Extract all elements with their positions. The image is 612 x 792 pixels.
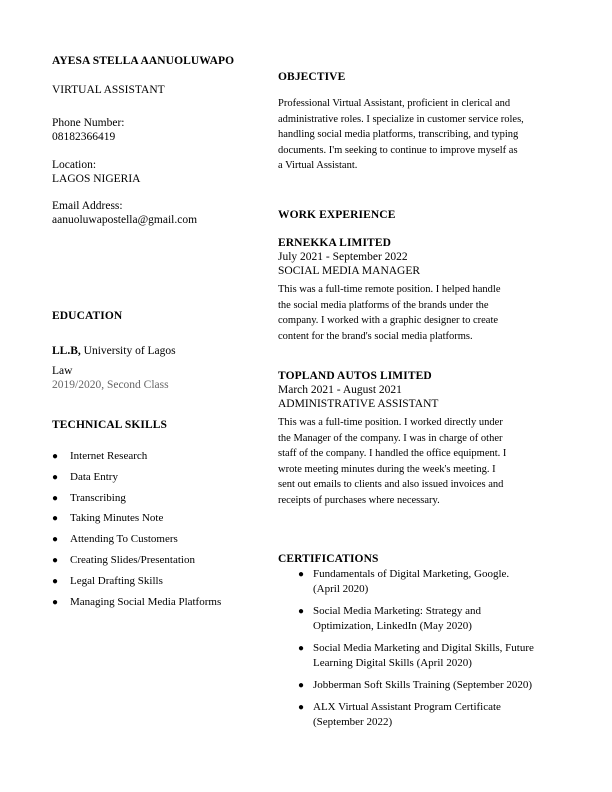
certification-line: Fundamentals of Digital Marketing, Google. <box>313 568 510 580</box>
education-degree-line <box>52 344 176 358</box>
job-description-line: the Manager of the company. I was in charge of other <box>278 432 503 444</box>
certifications-list <box>278 567 578 737</box>
job-role: SOCIAL MEDIA MANAGER <box>278 265 421 277</box>
certification-line: Optimization, LinkedIn (May 2020) <box>313 620 472 632</box>
education-details: 2019/2020, Second Class <box>52 379 169 391</box>
bullet-icon: ● <box>52 534 59 546</box>
bullet-icon: ● <box>298 702 305 713</box>
location-label: Location: <box>52 159 97 171</box>
job-description-line: sent out emails to clients and also issued invoices and <box>278 479 504 490</box>
objective-line: Professional Virtual Assistant, proficient in clerical and <box>278 98 511 109</box>
skill-label: Managing Social Media Platforms <box>70 595 222 608</box>
bullet-icon: ● <box>298 606 305 617</box>
bullet-icon: ● <box>52 451 59 462</box>
bullet-icon: ● <box>298 569 305 580</box>
objective-line: documents. I'm seeking to continue to improve myself as <box>278 144 518 156</box>
certification-item <box>278 567 578 597</box>
job-role: ADMINISTRATIVE ASSISTANT <box>278 398 439 410</box>
bullet-icon: ● <box>298 643 305 654</box>
email-value: aanuoluwapostella@gmail.com <box>52 214 198 226</box>
skill-label: Internet Research <box>70 450 148 462</box>
bullet-icon: ● <box>52 471 59 483</box>
skill-item <box>52 533 272 546</box>
job-description-line: wrote meeting minutes during the week's meeting. I <box>278 463 496 475</box>
skill-item <box>52 492 272 505</box>
objective-heading: OBJECTIVE <box>278 71 346 83</box>
job-entry <box>278 369 578 508</box>
candidate-name: AYESA STELLA AANUOLUWAPO <box>52 55 235 67</box>
phone-value: 08182366419 <box>52 131 116 143</box>
certification-item <box>278 678 578 693</box>
email-label: Email Address: <box>52 200 123 212</box>
job-description-line: content for the brand's social media platforms. <box>278 330 473 342</box>
job-description-line: This was a full-time position. I worked directly under <box>278 417 503 428</box>
job-description-line: the social media platforms of the brands under the <box>278 299 489 311</box>
job-entry <box>278 236 578 344</box>
job-description-line: staff of the company. I handled the office equipment. I <box>278 448 507 459</box>
skill-item <box>52 450 272 463</box>
job-title: VIRTUAL ASSISTANT <box>52 84 165 96</box>
certification-line: Social Media Marketing: Strategy and <box>313 605 482 617</box>
skill-item <box>52 471 272 484</box>
certification-line: ALX Virtual Assistant Program Certificate <box>313 701 501 713</box>
certifications-heading: CERTIFICATIONS <box>278 553 379 565</box>
skill-label: Attending To Customers <box>70 533 178 546</box>
objective-text <box>278 96 578 174</box>
skill-label: Legal Drafting Skills <box>70 574 163 587</box>
job-dates: July 2021 - September 2022 <box>278 251 408 263</box>
education-school: University of Lagos <box>80 345 176 357</box>
skill-item <box>52 554 272 567</box>
job-dates: March 2021 - August 2021 <box>278 384 402 396</box>
job-company: ERNEKKA LIMITED <box>278 237 392 249</box>
skill-item <box>52 596 272 609</box>
technical-skills-list <box>52 450 272 616</box>
bullet-icon: ● <box>52 554 59 566</box>
work-experience-heading: WORK EXPERIENCE <box>278 209 396 221</box>
job-company: TOPLAND AUTOS LIMITED <box>278 370 432 382</box>
education-degree: LL.B, <box>52 345 81 357</box>
job-description <box>278 282 578 344</box>
certification-line: (September 2022) <box>313 716 393 728</box>
location-value: LAGOS NIGERIA <box>52 173 141 185</box>
job-description-line: company. I worked with a graphic designer to create <box>278 315 499 326</box>
skill-label: Transcribing <box>70 491 126 504</box>
objective-line: handling social media platforms, transcribing, and typing <box>278 129 519 140</box>
certification-item <box>278 700 578 730</box>
bullet-icon: ● <box>52 492 59 504</box>
skill-item <box>52 512 272 525</box>
certification-item <box>278 641 578 671</box>
skill-label: Taking Minutes Note <box>70 512 164 525</box>
job-description-line: receipts of purchases where necessary. <box>278 494 440 506</box>
bullet-icon: ● <box>52 575 59 587</box>
job-description-line: This was a full-time remote position. I helped handle <box>278 284 501 295</box>
skill-label: Data Entry <box>70 470 118 483</box>
objective-line: administrative roles. I specialize in customer service roles, <box>278 113 524 125</box>
objective-line: a Virtual Assistant. <box>278 160 358 171</box>
certification-item <box>278 604 578 634</box>
certification-line: Learning Digital Skills (April 2020) <box>313 657 472 669</box>
education-heading: EDUCATION <box>52 310 123 322</box>
bullet-icon: ● <box>52 513 59 525</box>
bullet-icon: ● <box>298 680 305 691</box>
certification-line: Social Media Marketing and Digital Skills, Future <box>313 642 534 654</box>
skill-label: Creating Slides/Presentation <box>70 553 195 566</box>
bullet-icon: ● <box>52 596 59 608</box>
technical-skills-heading: TECHNICAL SKILLS <box>52 419 168 431</box>
certification-line: (April 2020) <box>313 583 369 595</box>
certification-line: Jobberman Soft Skills Training (September 2020) <box>313 679 533 691</box>
job-description <box>278 415 578 508</box>
phone-label: Phone Number: <box>52 117 125 129</box>
education-field: Law <box>52 365 73 377</box>
skill-item <box>52 575 272 588</box>
